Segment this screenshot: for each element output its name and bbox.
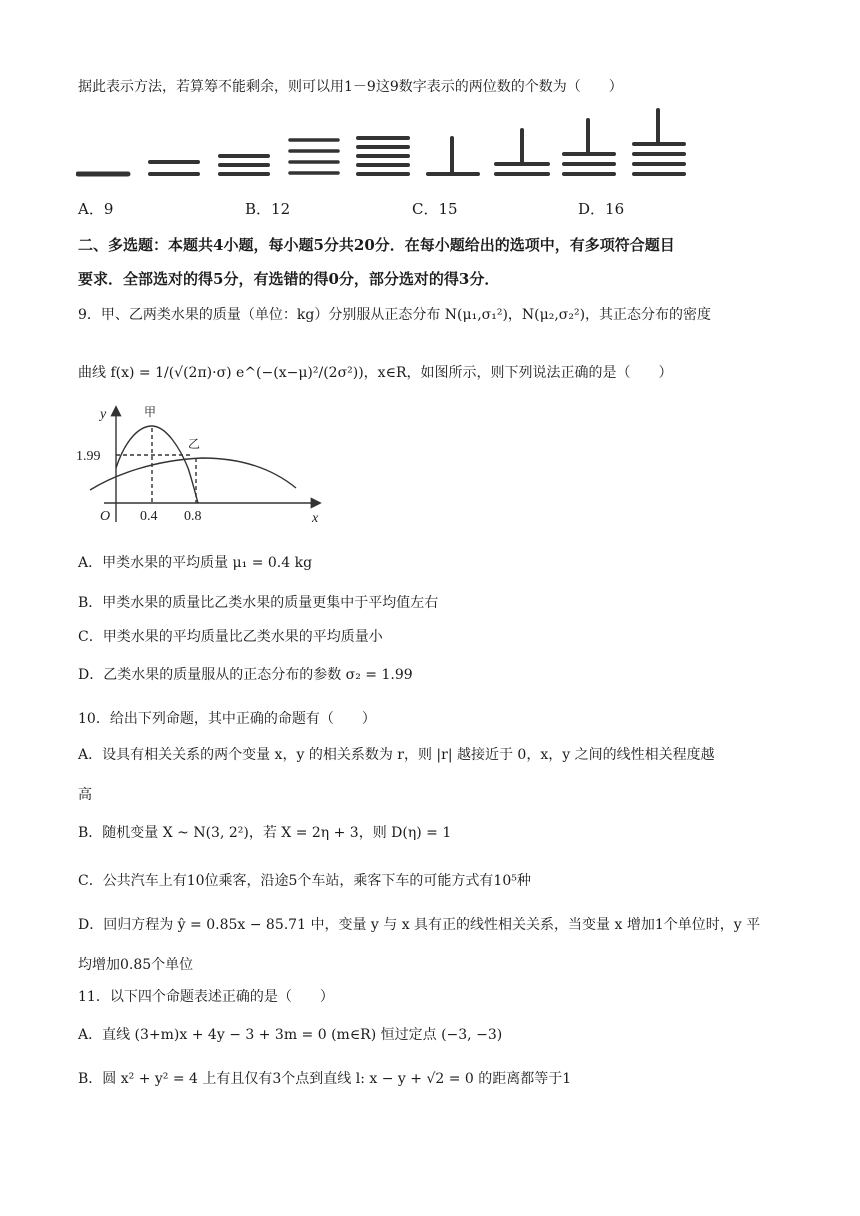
origin-label: O — [100, 509, 111, 524]
q11-option-b: B．圆 x² + y² = 4 上有且仅有3个点到直线 l: x − y + √2 = 0 的距离都等于1 — [78, 1071, 572, 1087]
x-tick-08: 0.8 — [184, 509, 202, 524]
q8-option-b: B．12 — [245, 200, 291, 218]
curve-label-yi: 乙 — [188, 437, 201, 451]
section2-line2: 要求．全部选对的得5分，有选错的得0分，部分选对的得3分． — [78, 270, 500, 288]
counting-rods-figure — [76, 108, 696, 180]
q8-option-a: A．9 — [78, 200, 114, 218]
q10-option-a-line1: A．设具有相关关系的两个变量 x，y 的相关系数为 r，则 |r| 越接近于 0，x，y 之间的线性相关程度越 — [78, 747, 715, 763]
q9-stem-line1: 9．甲、乙两类水果的质量（单位：kg）分别服从正态分布 N(μ₁,σ₁²)，N(μ₂,σ₂²)，其正态分布的密度 — [78, 307, 712, 323]
q9-option-d: D．乙类水果的质量服从的正态分布的参数 σ₂ = 1.99 — [78, 667, 413, 683]
q11-stem: 11．以下四个命题表述正确的是（ ） — [78, 989, 334, 1005]
q8-option-c: C．15 — [412, 200, 458, 218]
q10-option-b: B．随机变量 X ~ N(3, 2²)，若 X = 2η + 3，则 D(η) = 1 — [78, 825, 452, 841]
q10-stem: 10．给出下列命题，其中正确的命题有（ ） — [78, 711, 376, 727]
y-tick-label: 1.99 — [76, 449, 101, 464]
q8-tail-text: 据此表示方法，若算筹不能剩余，则可以用1－9这9数字表示的两位数的个数为（ ） — [78, 79, 623, 95]
q8-option-d: D．16 — [578, 200, 625, 218]
y-axis-label: y — [100, 407, 107, 422]
q9-stem-line2: 曲线 f(x) = 1/(√(2π)·σ) e^(−(x−μ)²/(2σ²))，x∈R，如图所示，则下列说法正确的是（ ） — [78, 365, 673, 381]
q9-option-a: A．甲类水果的平均质量 μ₁ = 0.4 kg — [78, 555, 313, 571]
x-tick-04: 0.4 — [140, 509, 158, 524]
q9-option-c: C．甲类水果的平均质量比乙类水果的平均质量小 — [78, 629, 383, 645]
curve-label-jia: 甲 — [144, 405, 157, 419]
q10-option-d-line1: D．回归方程为 ŷ = 0.85x − 85.71 中，变量 y 与 x 具有正的线性相关关系，当变量 x 增加1个单位时，y 平 — [78, 917, 761, 933]
section2-line1: 二、多选题：本题共4小题，每小题5分共20分．在每小题给出的选项中，有多项符合题目 — [78, 236, 675, 254]
q11-option-a: A．直线 (3+m)x + 4y − 3 + 3m = 0 (m∈R) 恒过定点 (−3, −3) — [78, 1027, 503, 1043]
normal-density-graph — [74, 400, 334, 525]
q10-option-c: C．公共汽车上有10位乘客，沿途5个车站，乘客下车的可能方式有10⁵种 — [78, 873, 531, 889]
x-axis-label: x — [312, 511, 319, 525]
q9-option-b: B．甲类水果的质量比乙类水果的质量更集中于平均值左右 — [78, 595, 439, 611]
q10-option-a-line2: 高 — [78, 787, 92, 803]
q10-option-d-line2: 均增加0.85个单位 — [78, 957, 194, 973]
